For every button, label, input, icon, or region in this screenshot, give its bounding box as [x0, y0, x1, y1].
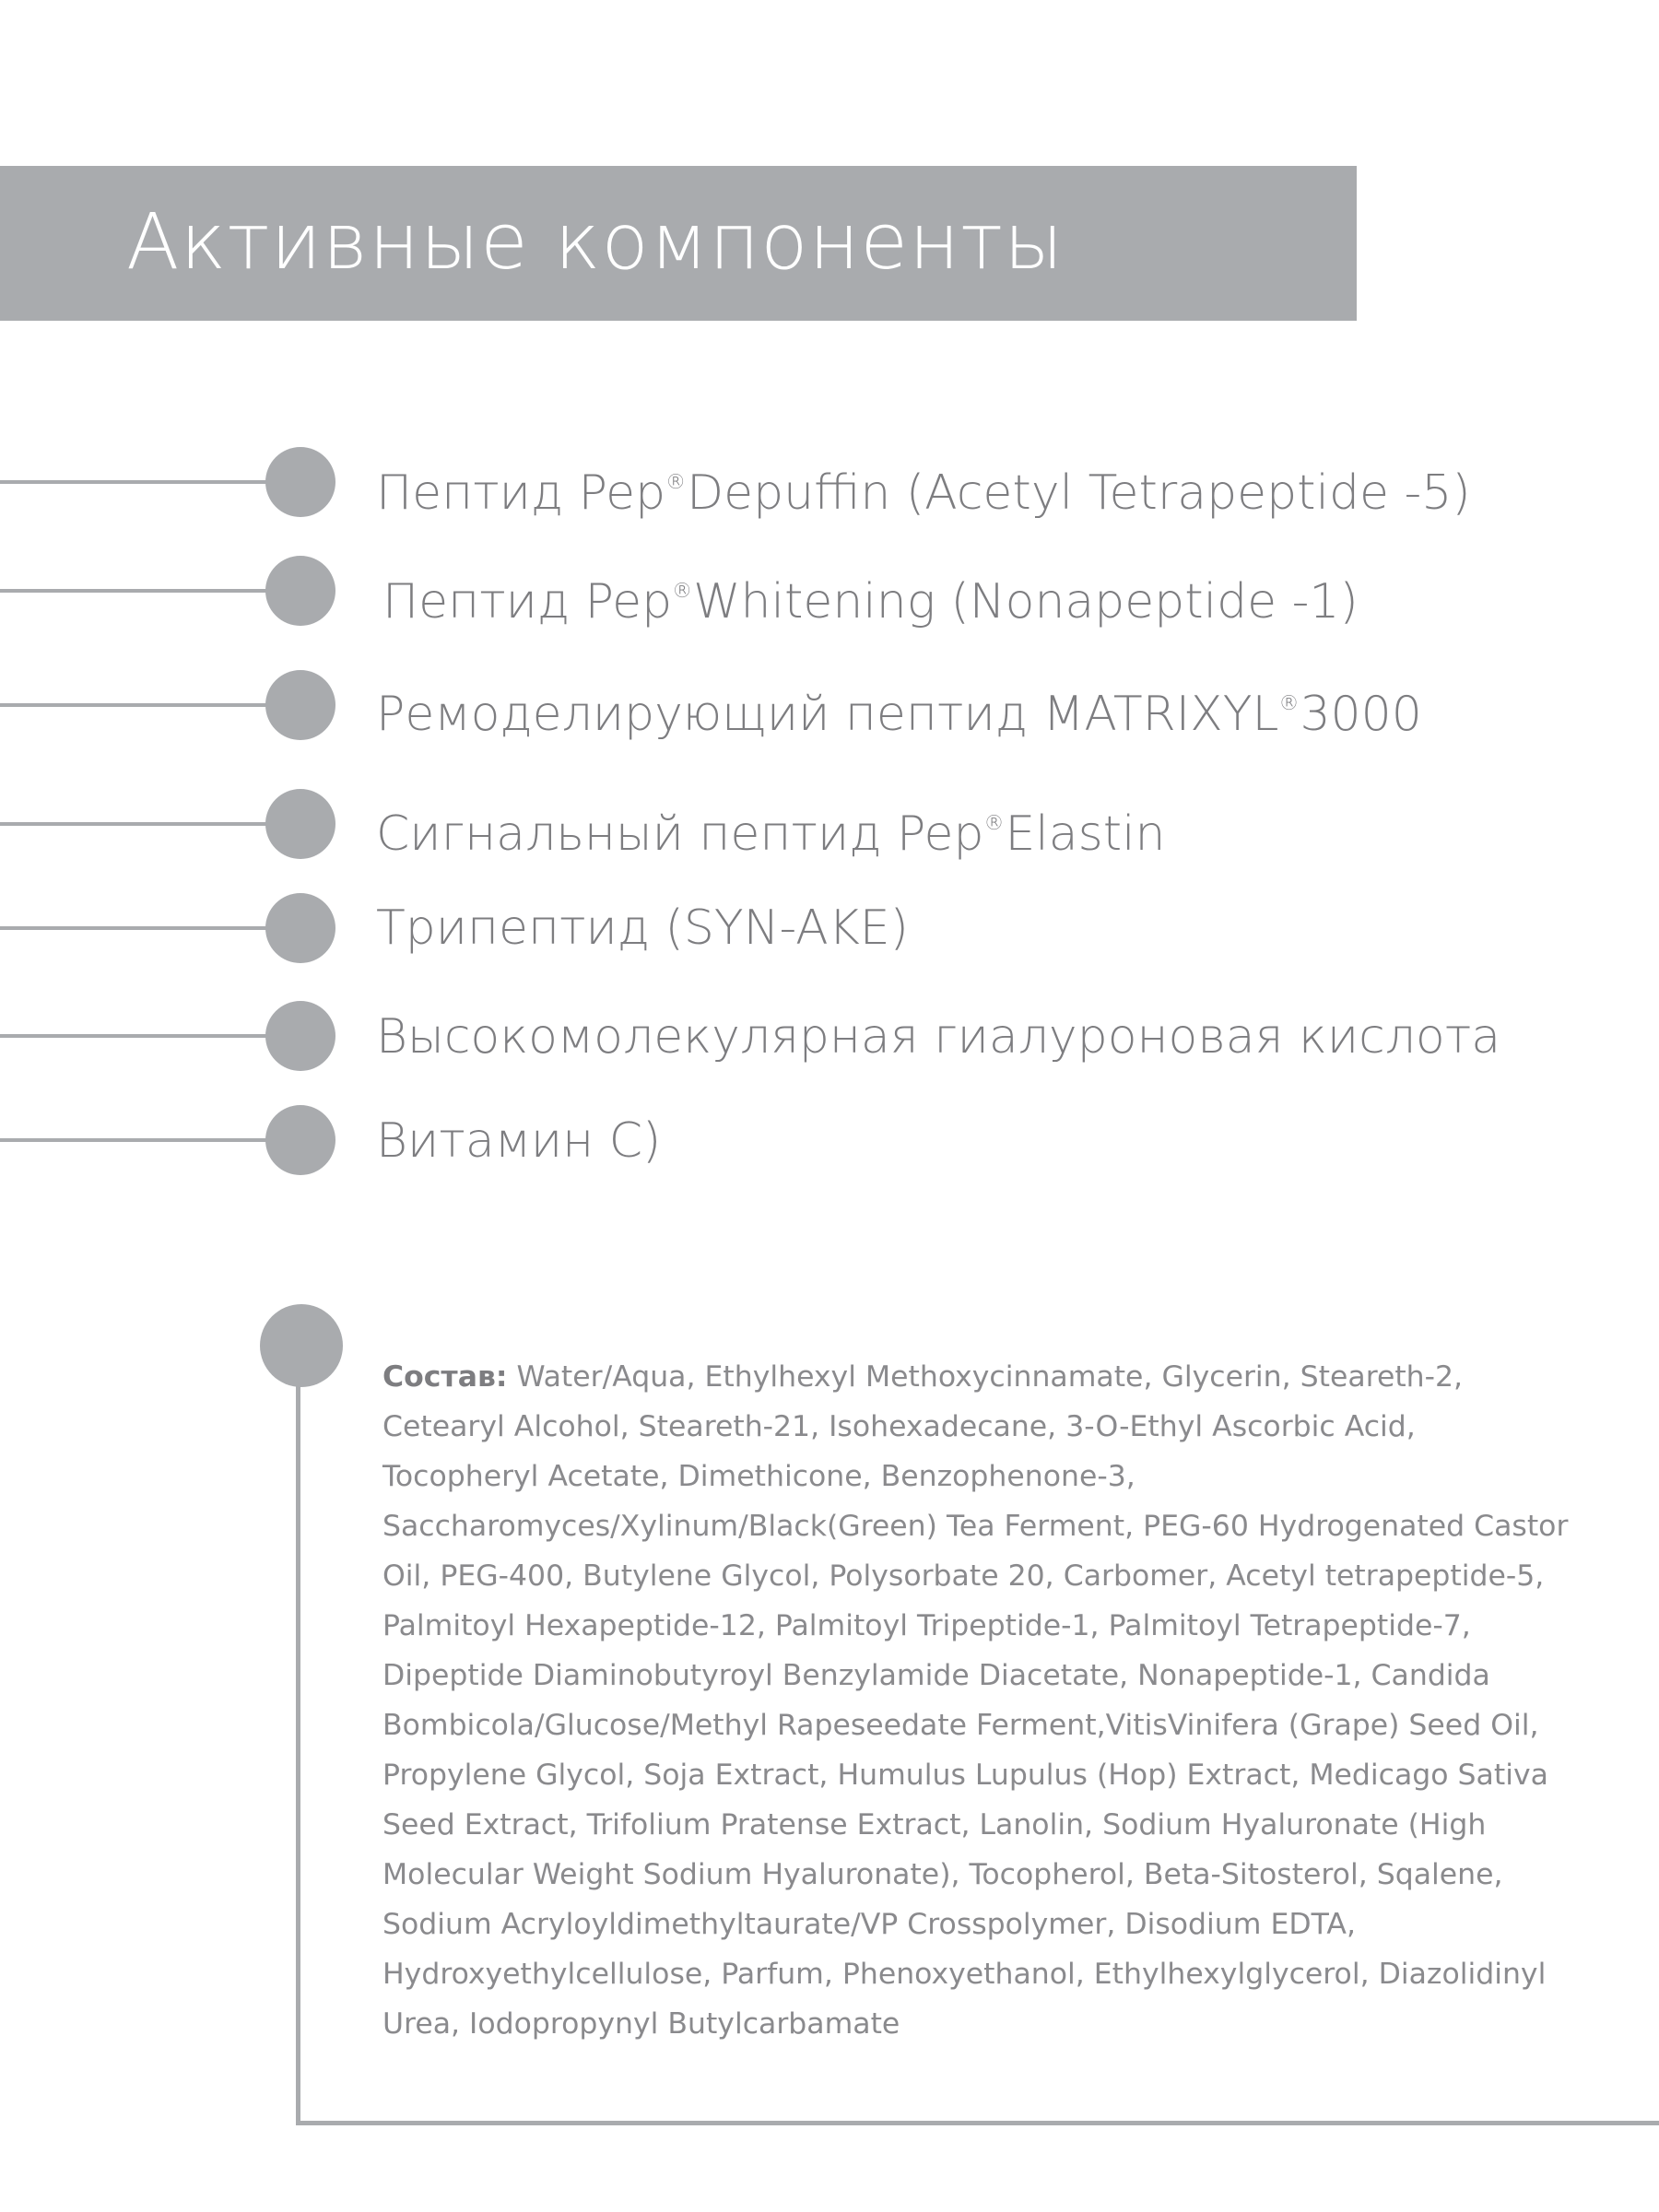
composition-label: Состав: — [382, 1360, 508, 1394]
item-connector-line — [0, 926, 276, 930]
item-connector-line — [0, 1138, 276, 1142]
item-bullet-dot — [265, 670, 335, 740]
item-bullet-dot — [265, 789, 335, 859]
component-item: Пептид Pep®Whitening (Nonapeptide -1) — [382, 574, 1359, 629]
item-bullet-dot — [265, 447, 335, 517]
composition-bottom-line — [296, 2121, 1659, 2125]
item-bullet-dot — [265, 1001, 335, 1071]
component-item: Ремоделирующий пептид MATRIXYL®3000 — [376, 687, 1422, 742]
item-bullet-dot — [265, 893, 335, 963]
item-connector-line — [0, 480, 276, 484]
page-title: Активные компоненты — [126, 196, 1065, 287]
component-item: Витамин C) — [376, 1113, 662, 1169]
item-connector-line — [0, 589, 276, 593]
item-bullet-dot — [265, 556, 335, 626]
item-connector-line — [0, 1034, 276, 1038]
item-connector-line — [0, 822, 276, 826]
item-bullet-dot — [265, 1105, 335, 1175]
composition-text — [382, 1352, 1581, 2049]
composition-ingredients: Water/Aqua, Ethylhexyl Methoxycinnamate, Glycerin, Steareth-2, Cetearyl Alcohol, Steareth-21, Isohexadecane, 3-O-Ethyl Ascorbic Acid, Tocopheryl Acetate, Dimethicone, Benzophenone-3, Saccharomyces/Xylinum/Black(Green) Tea Ferment, PEG-60 Hydrogenated Castor Oil, PEG-400, Butylene Glycol, Polysorbate 20, Carbomer, Acetyl tetrapeptide-5, Palmitoyl Hexapeptide-12, Palmitoyl Tripeptide-1, Palmitoyl Tetrapeptide-7, Dipeptide Diaminobutyroyl Benzylamide Diacetate, Nonapeptide-1, Candida Bombicola/Glucose/Methyl Rapeseedate Ferment,VitisVinifera (Grape) Seed Oil, Propylene Glycol, Soja Extract, Humulus Lupulus (Hop) Extract, Medicago Sativa Seed Extract, Trifolium Pratense Extract, Lanolin, Sodium Hyaluronate (High Molecular Weight Sodium Hyaluronate), Tocopherol, Beta-Sitosterol, Sqalene, Sodium Acryloyldimethyltaurate/VP Crosspolymer, Disodium EDTA, Hydroxyethylcellulose, Parfum, Phenoxyethanol, Ethylhexylglycerol, Diazolidinyl Urea, Iodopropynyl Butylcarbamate — [382, 1360, 1569, 2041]
item-connector-line — [0, 703, 276, 707]
component-item: Трипептид (SYN-AKE) — [376, 900, 909, 956]
composition-bullet-dot — [260, 1304, 343, 1387]
component-item: Высокомолекулярная гиалуроновая кислота — [376, 1009, 1501, 1065]
component-item: Сигнальный пептид Pep®Elastin — [376, 806, 1166, 862]
component-item: Пептид Pep®Depuffin (Acetyl Tetrapeptide -5) — [376, 465, 1471, 521]
composition-vertical-line — [296, 1382, 300, 2125]
